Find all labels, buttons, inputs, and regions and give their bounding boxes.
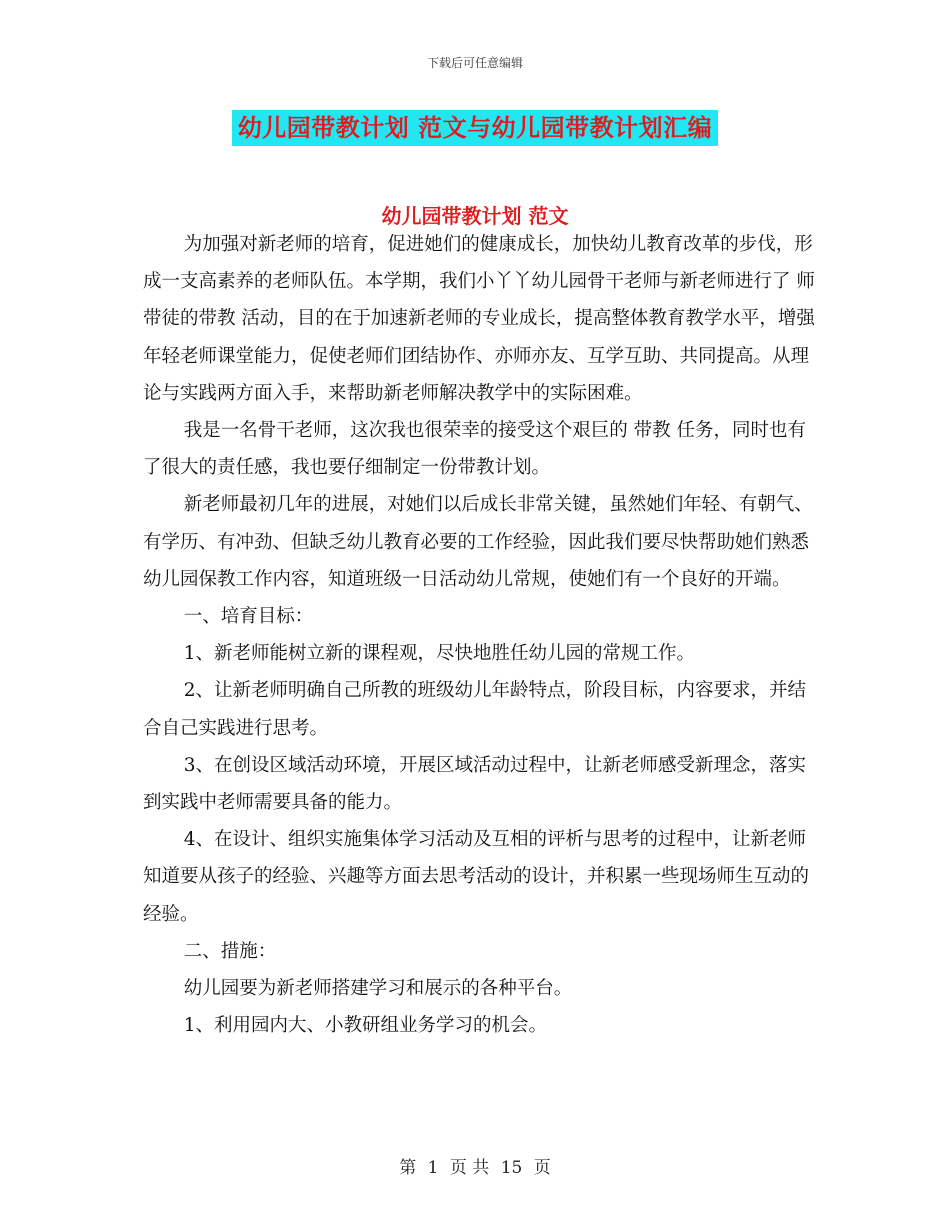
paragraph: 为加强对新老师的培育，促进她们的健康成长，加快幼儿教育改革的步伐，形成一支高素养的老师队伍。本学期，我们小丫丫幼儿园骨干老师与新老师进行了 师带徒的带教 活动，目的在于加速新老师的专业成长，提高整体教育教学水平，增强年轻老师课堂能力，促使老师们团结协作、亦师亦友、互学互助、共同提高。从理论与实践两方面入手，来帮助新老师解决教学中的实际困难。: [143, 234, 815, 404]
paragraph: 4、在设计、组织实施集体学习活动及互相的评析与思考的过程中，让新老师知道要从孩子的经验、兴趣等方面去思考活动的设计，并积累一些现场师生互动的经验。: [143, 829, 810, 925]
section-title: 幼儿园带教计划 范文: [381, 204, 569, 228]
paragraph: 3、在创设区域活动环境，开展区域活动过程中，让新老师感受新理念，落实到实践中老师需要具备的能力。: [143, 754, 806, 814]
paragraph: 幼儿园要为新老师搭建学习和展示的各种平台。: [183, 978, 573, 1000]
page-number-footer: [0, 1153, 950, 1178]
document-body: [143, 226, 823, 1044]
document-title-text: 幼儿园带教计划 范文与幼儿园带教计划汇编: [232, 110, 718, 146]
paragraph: 1、新老师能树立新的课程观，尽快地胜任幼儿园的常规工作。: [183, 643, 695, 665]
current-page-number: 1: [427, 1158, 439, 1178]
footer-prefix: 第: [399, 1158, 417, 1178]
paragraph-heading: 二、措施：: [183, 940, 277, 962]
document-title: [0, 110, 950, 146]
paragraph: 2、让新老师明确自己所教的班级幼儿年龄特点，阶段目标，内容要求，并结合自己实践进行思考。: [143, 680, 806, 739]
paragraph: 我是一名骨干老师，这次我也很荣幸的接受这个艰巨的 带教 任务，同时也有了很大的责任感，我也要仔细制定一份带教计划。: [143, 420, 806, 479]
footer-suffix: 页: [533, 1158, 551, 1178]
page-header-note: 下载后可任意编辑: [426, 56, 523, 70]
footer-middle: 页 共: [449, 1158, 490, 1178]
paragraph: 新老师最初几年的进展，对她们以后成长非常关键，虽然她们年轻、有朝气、有学历、有冲劲、但缺乏幼儿教育必要的工作经验，因此我们要尽快帮助她们熟悉幼儿园保教工作内容，知道班级一日活动幼儿常规，使她们有一个良好的开端。: [143, 494, 813, 590]
paragraph-heading: 一、培育目标：: [183, 606, 314, 628]
paragraph: 1、利用园内大、小教研组业务学习的机会。: [183, 1015, 547, 1037]
total-page-count: 15: [500, 1158, 523, 1178]
